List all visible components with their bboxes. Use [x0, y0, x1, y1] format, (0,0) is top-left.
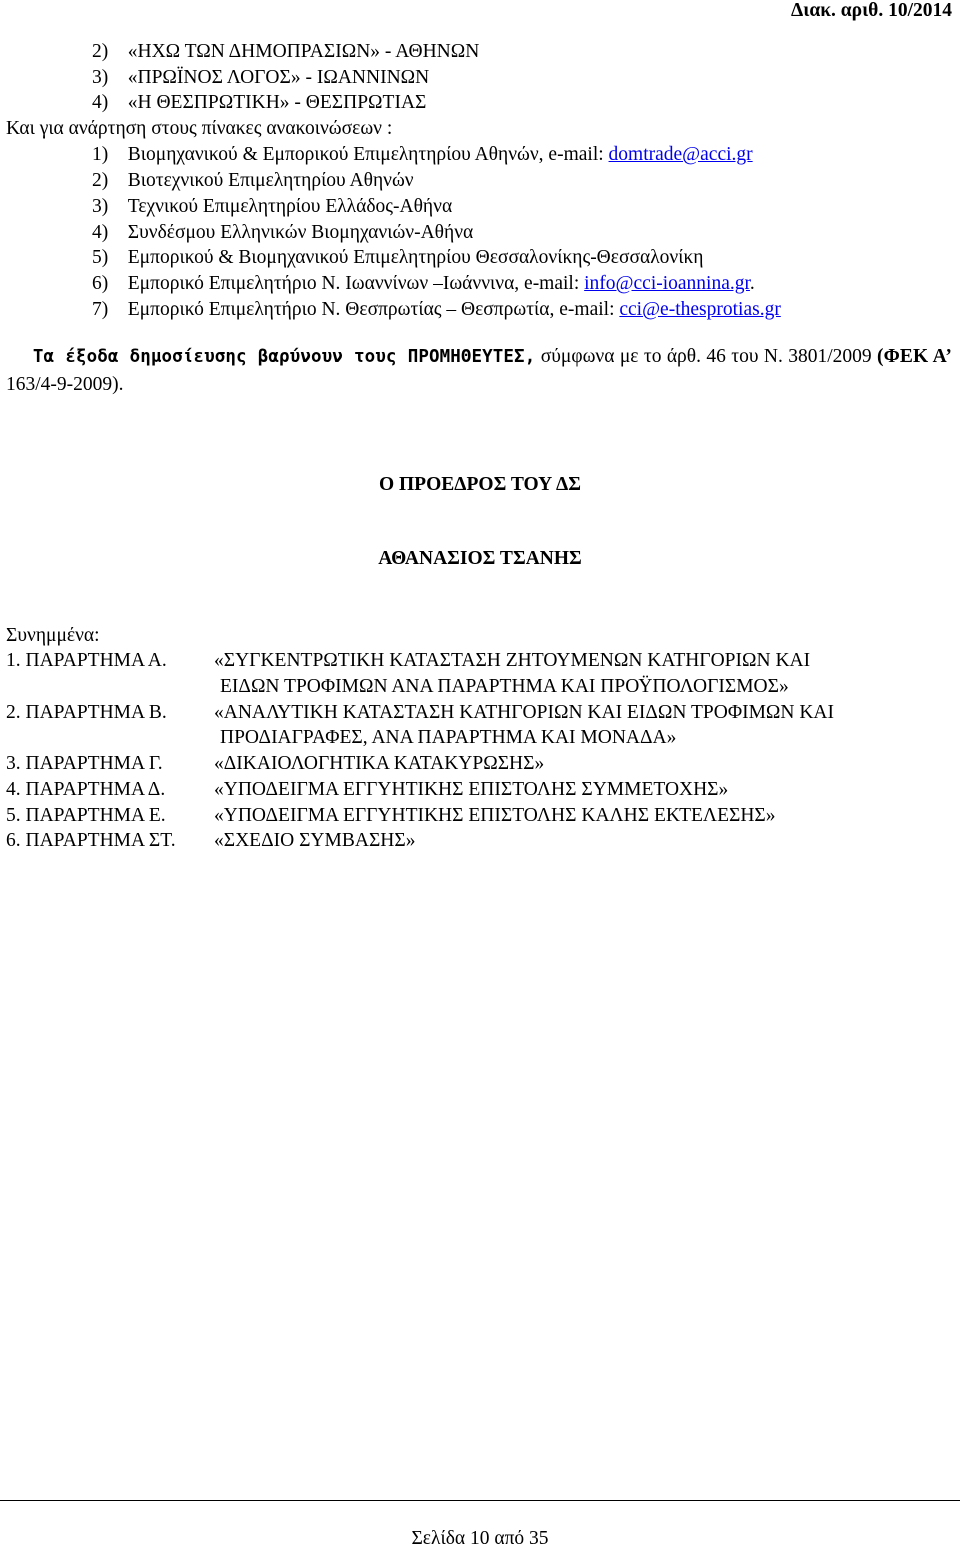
attachment-item [6, 777, 165, 803]
chamber-name: Βιομηχανικού & Εμπορικού Επιμελητηρίου Αθηνών, e-mail: [127, 144, 609, 165]
attachment-desc: «ΔΙΚΑΙΟΛΟΓΗΤΙΚΑ ΚΑΤΑΚΥΡΩΣΗΣ» [214, 753, 545, 774]
chamber-name: Εμπορικό Επιμελητήριο Ν. Θεσπρωτίας – Θεσπρωτία, e-mail: [127, 299, 620, 320]
attachment-item [6, 700, 167, 726]
attachment-item [6, 828, 176, 854]
president-name: ΑΘΑΝΑΣΙΟΣ ΤΣΑΝΗΣ [378, 548, 582, 569]
attachment-desc: «ΥΠΟΔΕΙΓΜΑ ΕΓΓΥΗΤΙΚΗΣ ΕΠΙΣΤΟΛΗΣ ΚΑΛΗΣ ΕΚΤΕΛΕΣΗΣ» [214, 805, 776, 826]
attachment-name: ΠΑΡΑΡΤΗΜΑ Ε. [25, 805, 166, 826]
list-number: 4) [92, 92, 109, 113]
newspaper-item [92, 39, 479, 65]
chamber-item [92, 142, 753, 168]
chamber-name: Τεχνικού Επιμελητηρίου Ελλάδος-Αθήνα [127, 196, 453, 217]
email-link[interactable]: info@cci-ioannina.gr [584, 273, 750, 294]
attachment-item [6, 648, 167, 674]
list-number: 2) [92, 170, 109, 191]
footer-divider [0, 1500, 960, 1501]
chamber-name: Εμπορικού & Βιομηχανικού Επιμελητηρίου Θεσσαλονίκης-Θεσσαλονίκη [127, 247, 704, 268]
gazette-ref: (ΦΕΚ Α’ [877, 346, 952, 367]
list-number: 2) [92, 41, 109, 62]
newspaper-name: «ΗΧΩ ΤΩΝ ΔΗΜΟΠΡΑΣΙΩΝ» - ΑΘΗΝΩΝ [127, 41, 480, 62]
chamber-item [92, 297, 781, 323]
attachment-number: 2. [6, 702, 21, 723]
list-number: 5) [92, 247, 109, 268]
newspaper-item [92, 65, 429, 91]
boards-intro: Και για ανάρτηση στους πίνακες ανακοινώσεων : [6, 118, 393, 139]
attachment-number: 4. [6, 779, 21, 800]
attachment-number: 3. [6, 753, 21, 774]
page-number: Σελίδα 10 από 35 [411, 1528, 549, 1549]
list-number: 3) [92, 67, 109, 88]
newspaper-name: «Η ΘΕΣΠΡΩΤΙΚΗ» - ΘΕΣΠΡΩΤΙΑΣ [127, 92, 427, 113]
attachment-item [6, 751, 163, 777]
attachment-desc-cont: ΕΙΔΩΝ ΤΡΟΦΙΜΩΝ ΑΝΑ ΠΑΡΑΡΤΗΜΑ ΚΑΙ ΠΡΟΫΠΟΛΟΓΙΣΜΟΣ» [220, 676, 789, 697]
chamber-name: Βιοτεχνικού Επιμελητηρίου Αθηνών [127, 170, 414, 191]
chamber-item [92, 194, 452, 220]
attachment-desc: «ΣΧΕΔΙΟ ΣΥΜΒΑΣΗΣ» [214, 830, 416, 851]
list-number: 7) [92, 299, 109, 320]
list-number: 6) [92, 273, 109, 294]
chamber-item [92, 245, 704, 271]
newspaper-item [92, 90, 426, 116]
attachments-label: Συνημμένα: [6, 625, 100, 646]
document-reference: Διακ. αριθ. 10/2014 [791, 0, 952, 21]
chamber-name: Συνδέσμου Ελληνικών Βιομηχανιών-Αθήνα [127, 222, 474, 243]
attachment-name: ΠΑΡΑΡΤΗΜΑ Β. [25, 702, 167, 723]
attachment-name: ΠΑΡΑΡΤΗΜΑ Δ. [25, 779, 166, 800]
president-title: Ο ΠΡΟΕΔΡΟΣ ΤΟΥ ΔΣ [378, 474, 582, 495]
attachment-name: ΠΑΡΑΡΤΗΜΑ ΣΤ. [25, 830, 176, 851]
attachment-desc: «ΣΥΓΚΕΝΤΡΩΤΙΚΗ ΚΑΤΑΣΤΑΣΗ ΖΗΤΟΥΜΕΝΩΝ ΚΑΤΗΓΟΡΙΩΝ ΚΑΙ [214, 650, 811, 671]
expenses-text: σύμφωνα με το άρθ. 46 του Ν. 3801/2009 [535, 346, 878, 367]
attachment-number: 5. [6, 805, 21, 826]
list-number: 1) [92, 144, 109, 165]
attachment-item [6, 803, 166, 829]
attachment-name: ΠΑΡΑΡΤΗΜΑ Α. [25, 650, 167, 671]
chamber-item [92, 220, 473, 246]
chamber-item [92, 271, 755, 297]
expenses-text-end: 163/4-9-2009). [6, 374, 124, 395]
email-link[interactable]: cci@e-thesprotias.gr [619, 299, 781, 320]
expenses-bold: Τα έξοδα δημοσίευσης βαρύνουν τους ΠΡΟΜΗΘΕΥΤΕΣ, [32, 347, 536, 367]
attachment-number: 6. [6, 830, 21, 851]
list-number: 3) [92, 196, 109, 217]
newspaper-name: «ΠΡΩΪΝΟΣ ΛΟΓΟΣ» - ΙΩΑΝΝΙΝΩΝ [127, 67, 430, 88]
list-number: 4) [92, 222, 109, 243]
attachment-number: 1. [6, 650, 21, 671]
attachment-desc-cont: ΠΡΟΔΙΑΓΡΑΦΕΣ, ΑΝΑ ΠΑΡΑΡΤΗΜΑ ΚΑΙ ΜΟΝΑΔΑ» [220, 727, 677, 748]
attachment-desc: «ΥΠΟΔΕΙΓΜΑ ΕΓΓΥΗΤΙΚΗΣ ΕΠΙΣΤΟΛΗΣ ΣΥΜΜΕΤΟΧΗΣ» [214, 779, 729, 800]
punctuation: . [749, 273, 755, 294]
expenses-paragraph [6, 343, 952, 398]
chamber-name: Εμπορικό Επιμελητήριο Ν. Ιωαννίνων –Ιωάννινα, e-mail: [127, 273, 585, 294]
attachment-name: ΠΑΡΑΡΤΗΜΑ Γ. [25, 753, 163, 774]
email-link[interactable]: domtrade@acci.gr [608, 144, 753, 165]
chamber-item [92, 168, 414, 194]
attachment-desc: «ΑΝΑΛΥΤΙΚΗ ΚΑΤΑΣΤΑΣΗ ΚΑΤΗΓΟΡΙΩΝ ΚΑΙ ΕΙΔΩΝ ΤΡΟΦΙΜΩΝ ΚΑΙ [214, 702, 835, 723]
